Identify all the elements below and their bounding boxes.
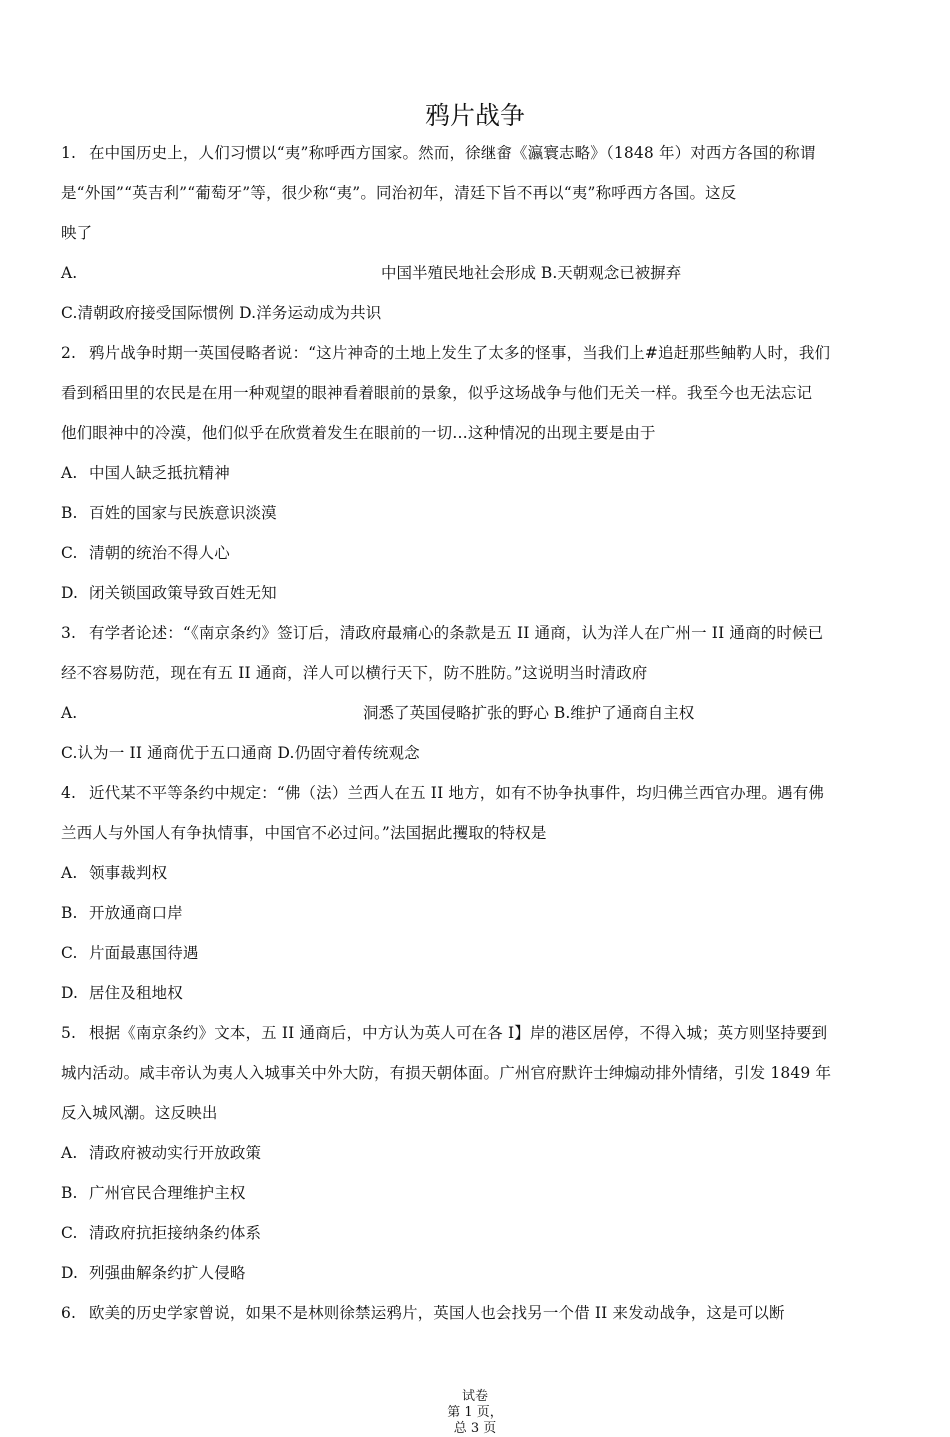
option-text: 清政府被动实行开放政策 <box>89 1144 262 1162</box>
option-text: 中国人缺乏抵抗精神 <box>89 464 230 482</box>
question-5-line-1 <box>61 1022 890 1044</box>
question-2-option-c <box>61 542 890 564</box>
option-label: B. <box>61 1184 78 1202</box>
question-4-option-c <box>61 942 890 964</box>
option-text: 领事裁判权 <box>89 864 168 882</box>
option-text: 清政府抗拒接纳条约体系 <box>89 1224 262 1242</box>
question-1-line-2: 是“外国”“英吉利”“葡萄牙”等，很少称“夷”。同治初年，清廷下旨不再以“夷”称呼西方各国。这反 <box>61 184 737 202</box>
question-3-line-2: 经不容易防范，现在有五 II 通商，洋人可以横行天下，防不胜防。”这说明当时清政府 <box>61 664 648 682</box>
question-1-text-1: 在中国历史上，人们习惯以“夷”称呼西方国家。然而，徐继畲《瀛寰志略》（1848 年）对西方各国的称谓 <box>89 144 816 162</box>
option-label: B. <box>61 504 78 522</box>
option-label: A. <box>61 864 78 882</box>
option-text: 居住及租地权 <box>89 984 183 1002</box>
question-1-option-a-label: A. <box>61 264 78 282</box>
option-label: D. <box>61 1264 79 1282</box>
footer-line-1: 试卷 <box>461 1389 488 1404</box>
question-4-number: 4. <box>61 784 77 802</box>
option-text: 清朝的统治不得人心 <box>89 544 230 562</box>
question-2-line-3: 他们眼神中的冷漠，他们似乎在欣赏着发生在眼前的一切…这种情况的出现主要是由于 <box>61 424 656 442</box>
question-6-text-1: 欧美的历史学家曾说，如果不是林则徐禁运鸦片，英国人也会找另一个借 II 来发动战争，这是可以断 <box>89 1304 785 1322</box>
question-3-number: 3. <box>61 624 77 642</box>
question-5-line-2: 城内活动。咸丰帝认为夷人入城事关中外大防，有损天朝体面。广州官府默许士绅煽动排外情绪，引发 1849 年 <box>61 1064 832 1082</box>
footer-line-2: 第 1 页， <box>447 1405 503 1420</box>
option-label: C. <box>61 544 78 562</box>
question-4-option-b <box>61 902 890 924</box>
question-2-option-a <box>61 462 890 484</box>
option-text: 百姓的国家与民族意识淡漠 <box>89 504 277 522</box>
option-text: 列强曲解条约扩人侵略 <box>89 1264 246 1282</box>
question-4-line-1 <box>61 782 890 804</box>
option-text: 片面最惠国待遇 <box>89 944 199 962</box>
question-5-line-3: 反入城风潮。这反映出 <box>61 1104 218 1122</box>
question-2-option-b <box>61 502 890 524</box>
question-5-option-a <box>61 1142 890 1164</box>
question-5-option-c <box>61 1222 890 1244</box>
question-2-line-1 <box>61 342 890 364</box>
question-4-option-a <box>61 862 890 884</box>
option-text: 广州官民合理维护主权 <box>89 1184 246 1202</box>
question-5-number: 5. <box>61 1024 77 1042</box>
question-2-text-1: 鸦片战争时期一英国侵略者说：“这片神奇的土地上发生了太多的怪事，当我们上#追赶那些鲉靮人时，我们 <box>89 344 831 362</box>
question-2-option-d <box>61 582 890 604</box>
question-3-option-a-b: 洞悉了英国侵略扩张的野心 B.维护了通商自主权 <box>363 704 695 722</box>
question-1-option-a-b: 中国半殖民地社会形成 B.天朝观念已被摒弃 <box>381 264 682 282</box>
option-label: A. <box>61 464 78 482</box>
option-label: A. <box>61 1144 78 1162</box>
question-4-option-d <box>61 982 890 1004</box>
question-3-text-1: 有学者论述：“《南京条约》签订后，清政府最痛心的条款是五 II 通商，认为洋人在广州一 II 通商的时候已 <box>89 624 824 642</box>
question-1-line-3: 映了 <box>61 224 93 242</box>
question-2-line-2: 看到稻田里的农民是在用一种观望的眼神看着眼前的景象，似乎这场战争与他们无关一样。我至今也无法忘记 <box>61 384 813 402</box>
option-text: 闭关锁国政策导致百姓无知 <box>89 584 277 602</box>
question-5-option-b <box>61 1182 890 1204</box>
page-title: 鸦片战争 <box>424 101 525 130</box>
question-1-number: 1. <box>61 144 77 162</box>
question-5-option-d <box>61 1262 890 1284</box>
question-6-line-1 <box>61 1302 890 1324</box>
question-1-option-c-d: C.清朝政府接受国际惯例 D.洋务运动成为共识 <box>61 304 382 322</box>
option-label: C. <box>61 1224 78 1242</box>
question-3-line-1 <box>61 622 890 644</box>
question-5-text-1: 根据《南京条约》文本，五 II 通商后，中方认为英人可在各 I】岸的港区居停，不得入城；英方则坚持要到 <box>89 1024 828 1042</box>
option-text: 开放通商口岸 <box>89 904 183 922</box>
question-1-line-1 <box>61 142 890 164</box>
option-label: C. <box>61 944 78 962</box>
option-label: D. <box>61 584 79 602</box>
question-3-option-a-label: A. <box>61 704 78 722</box>
footer-line-3: 总 3 页 <box>453 1421 497 1436</box>
question-2-number: 2. <box>61 344 77 362</box>
question-4-text-1: 近代某不平等条约中规定：“佛（法）兰西人在五 II 地方，如有不协争执事件，均归佛兰西官办理。遇有佛 <box>89 784 825 802</box>
question-4-line-2: 兰西人与外国人有争执情事，中国官不必过问。”法国据此攫取的特权是 <box>61 824 547 842</box>
question-3-option-c-d: C.认为一 II 通商优于五口通商 D.仍固守着传统观念 <box>61 744 420 762</box>
option-label: D. <box>61 984 79 1002</box>
option-label: B. <box>61 904 78 922</box>
question-6-number: 6. <box>61 1304 77 1322</box>
